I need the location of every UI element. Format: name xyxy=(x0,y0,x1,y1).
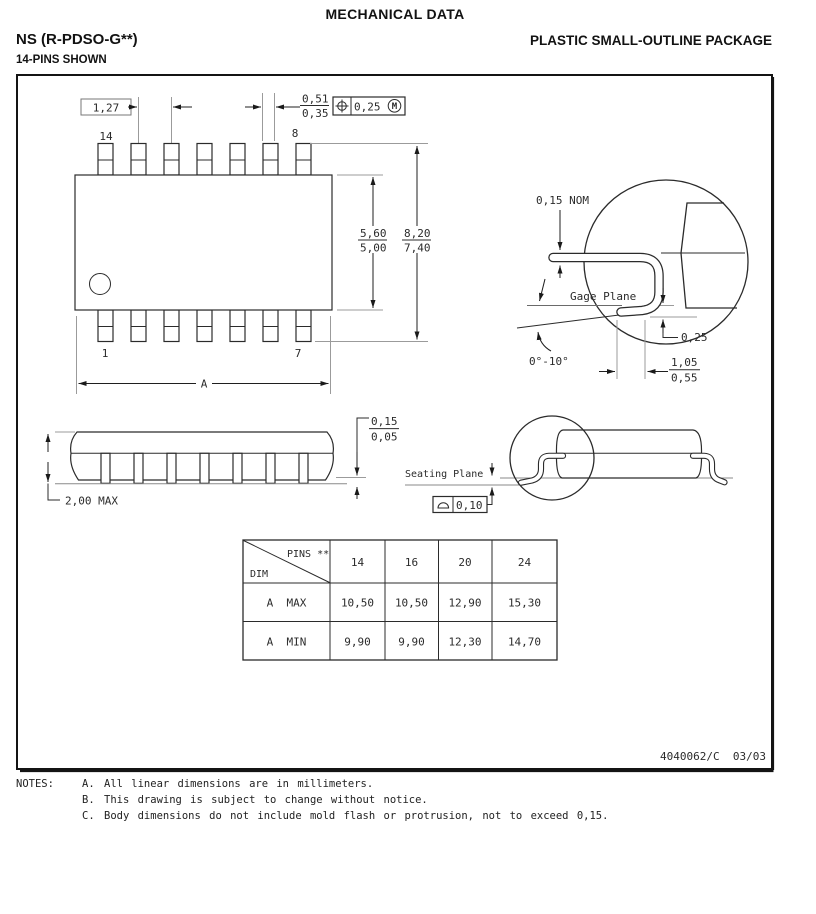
package-type: PLASTIC SMALL-OUTLINE PACKAGE xyxy=(530,33,772,48)
side-view xyxy=(48,415,399,508)
body-edge-in-detail xyxy=(681,203,737,308)
note-text: This drawing is subject to change without notice. xyxy=(104,794,428,806)
table-cell: 10,50 xyxy=(394,596,429,610)
note-id: A. xyxy=(82,778,95,790)
dim-lead-span-min: 7,40 xyxy=(404,241,431,255)
dim-lead-span-max: 8,20 xyxy=(404,227,431,240)
dim-foot-length-min: 0,55 xyxy=(671,371,698,385)
dim-pitch-value: 1,27 xyxy=(92,101,120,115)
seating-plane-callout xyxy=(405,463,492,498)
dim-body-width xyxy=(358,177,387,308)
dim-foot-length-max: 1,05 xyxy=(671,356,698,369)
dim-body-width-min: 5,00 xyxy=(360,241,387,255)
lead-profile xyxy=(553,258,659,313)
notes-label: NOTES: xyxy=(16,778,54,790)
table-row-label: A MAX xyxy=(266,596,307,610)
dimension-table xyxy=(243,540,557,660)
svg-text:2,00 MAX: 2,00 MAX xyxy=(65,494,118,508)
table-header-col: 20 xyxy=(458,556,472,569)
dim-standoff-max: 0,15 xyxy=(371,415,398,428)
table-header-col: 16 xyxy=(404,556,419,569)
dim-lead-width-min: 0,35 xyxy=(302,107,329,120)
svg-text:0,15 NOM: 0,15 NOM xyxy=(536,194,589,207)
flatness-frame xyxy=(433,497,492,513)
dim-standoff xyxy=(336,415,399,499)
table-corner-pins: PINS ** xyxy=(287,549,330,560)
table-cell: 14,70 xyxy=(507,635,542,649)
table-header-col: 24 xyxy=(517,556,532,569)
drawing-number: 4040062/C 03/03 xyxy=(660,750,766,763)
dim-lead-width xyxy=(245,93,329,121)
dim-foot-length xyxy=(599,356,700,385)
page-title: MECHANICAL DATA xyxy=(325,6,465,22)
table-corner-dim: DIM xyxy=(250,569,269,580)
dim-lead-thickness xyxy=(536,194,589,278)
svg-text:Gage Plane: Gage Plane xyxy=(570,290,637,303)
table-cell: 15,30 xyxy=(507,596,542,610)
note-text: All linear dimensions are in millimeters. xyxy=(104,778,374,790)
svg-text:0,25: 0,25 xyxy=(681,331,708,344)
flatness-value: 0,10 xyxy=(456,499,483,512)
gage-plane-label xyxy=(540,279,637,303)
true-position-value: 0,25 xyxy=(354,100,381,114)
dim-lead-width-max: 0,51 xyxy=(302,92,329,106)
svg-text:0°-10°: 0°-10° xyxy=(529,355,569,368)
table-cell: 10,50 xyxy=(340,596,375,610)
dim-pitch xyxy=(81,99,192,115)
table-row-label: A MIN xyxy=(266,635,307,649)
table-cell: 12,90 xyxy=(448,596,482,610)
dim-foot-angle xyxy=(529,332,569,368)
pin-number-1: 1 xyxy=(101,347,109,360)
dim-standoff-min: 0,05 xyxy=(371,430,398,444)
pin-number-8: 8 xyxy=(291,127,299,140)
pins-shown-note: 14-PINS SHOWN xyxy=(16,54,107,66)
package-code: NS (R-PDSO-G**) xyxy=(16,31,138,48)
top-view xyxy=(75,93,431,395)
dim-body-width-max: 5,60 xyxy=(360,227,387,240)
package-body-outline xyxy=(75,175,332,310)
table-cell: 9,90 xyxy=(344,635,371,649)
table-header-col: 14 xyxy=(350,556,365,569)
dim-overall-length-label: A xyxy=(200,377,208,391)
svg-text:Seating Plane: Seating Plane xyxy=(405,469,484,480)
table-cell: 12,30 xyxy=(448,635,482,649)
pin-number-7: 7 xyxy=(294,347,302,360)
note-id: B. xyxy=(82,794,95,806)
table-cell: 9,90 xyxy=(398,635,425,649)
svg-text:M: M xyxy=(391,102,398,113)
lead-detail-view xyxy=(517,180,748,385)
note-id: C. xyxy=(82,810,95,822)
end-view xyxy=(405,416,733,513)
pin-number-14: 14 xyxy=(99,130,113,143)
dim-lead-span xyxy=(402,146,431,340)
note-text: Body dimensions do not include mold flash or protrusion, not to exceed 0,15. xyxy=(104,810,609,822)
end-body-outline xyxy=(556,430,701,478)
true-position-frame xyxy=(333,97,405,115)
